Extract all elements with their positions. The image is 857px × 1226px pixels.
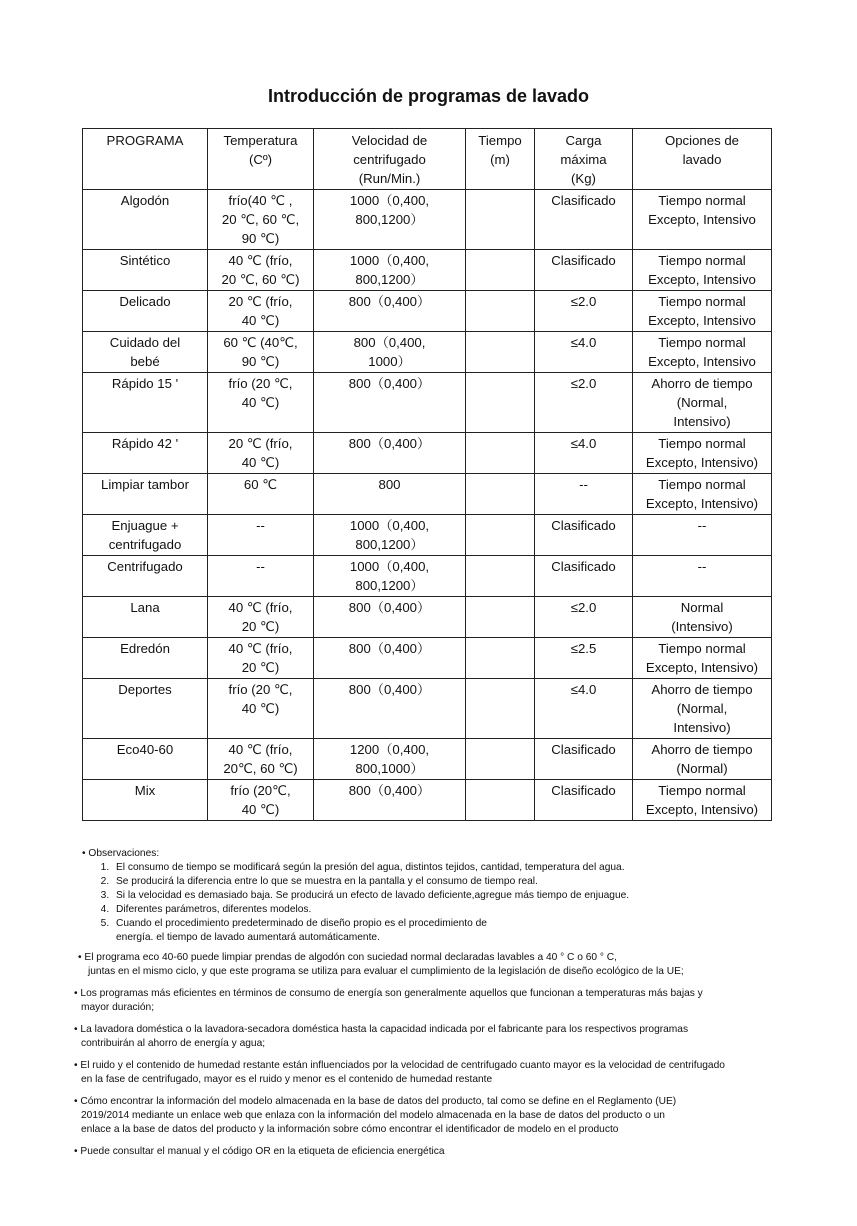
cell-programa: Centrifugado: [83, 556, 208, 597]
capacity-note: [74, 1023, 818, 1051]
cell-tiempo: [466, 250, 535, 291]
notes-section: [78, 847, 818, 1159]
cell-carga: ≤4.0: [535, 433, 633, 474]
cell-temperatura: 40 ℃ (frío, 20 ℃): [208, 638, 314, 679]
cell-programa: Rápido 42 ': [83, 433, 208, 474]
cell-programa: Sintético: [83, 250, 208, 291]
table-row: [83, 556, 772, 597]
cell-temperatura: frío (20 ℃, 40 ℃): [208, 373, 314, 433]
cell-opciones: Tiempo normal Excepto, Intensivo): [633, 433, 772, 474]
cell-velocidad: 1000（0,400, 800,1200）: [314, 515, 466, 556]
cell-tiempo: [466, 739, 535, 780]
cell-temperatura: 20 ℃ (frío, 40 ℃): [208, 291, 314, 332]
observacion-item: 2. Se producirá la diferencia entre lo que se muestra en la pantalla y el consumo de tiempo real.: [112, 875, 818, 889]
cell-opciones: --: [633, 515, 772, 556]
cell-carga: ≤2.5: [535, 638, 633, 679]
observaciones-label: • Observaciones:: [82, 847, 818, 861]
cell-programa: Deportes: [83, 679, 208, 739]
table-row: [83, 474, 772, 515]
cell-velocidad: 800: [314, 474, 466, 515]
cell-opciones: Normal (Intensivo): [633, 597, 772, 638]
cell-programa: Cuidado del bebé: [83, 332, 208, 373]
cell-velocidad: 1000（0,400, 800,1200）: [314, 556, 466, 597]
cell-opciones: Tiempo normal Excepto, Intensivo): [633, 780, 772, 821]
table-row: [83, 597, 772, 638]
cell-temperatura: frío(40 ℃ , 20 ℃, 60 ℃, 90 ℃): [208, 190, 314, 250]
observacion-item: 1. El consumo de tiempo se modificará según la presión del agua, distintos tejidos, cantidad, temperatura del agua.: [112, 861, 818, 875]
header-temperatura: Temperatura (Cº): [208, 129, 314, 190]
cell-tiempo: [466, 332, 535, 373]
cell-velocidad: 800（0,400）: [314, 291, 466, 332]
cell-opciones: Ahorro de tiempo (Normal, Intensivo): [633, 373, 772, 433]
cell-opciones: Tiempo normal Excepto, Intensivo: [633, 250, 772, 291]
efficiency-note-line-1: • Los programas más eficientes en términos de consumo de energía son generalmente aquellos que funcionan a temperaturas más bajas y: [74, 987, 818, 1001]
table-row: [83, 433, 772, 474]
cell-carga: Clasificado: [535, 556, 633, 597]
header-programa: PROGRAMA: [83, 129, 208, 190]
cell-velocidad: 800（0,400）: [314, 373, 466, 433]
cell-carga: ≤2.0: [535, 373, 633, 433]
cell-tiempo: [466, 638, 535, 679]
table-row: [83, 679, 772, 739]
cell-opciones: Tiempo normal Excepto, Intensivo): [633, 474, 772, 515]
cell-temperatura: frío (20℃, 40 ℃): [208, 780, 314, 821]
cell-velocidad: 1000（0,400, 800,1200）: [314, 250, 466, 291]
cell-carga: Clasificado: [535, 250, 633, 291]
cell-programa: Limpiar tambor: [83, 474, 208, 515]
cell-temperatura: 40 ℃ (frío, 20 ℃, 60 ℃): [208, 250, 314, 291]
noise-note-line-1: • El ruido y el contenido de humedad restante están influenciados por la velocidad de centrifugado cuanto mayor es la velocidad de centrifugado: [74, 1059, 818, 1073]
capacity-note-line-2: contribuirán al ahorro de energía y agua;: [81, 1038, 266, 1049]
cell-programa: Rápido 15 ': [83, 373, 208, 433]
cell-opciones: Tiempo normal Excepto, Intensivo: [633, 332, 772, 373]
cell-opciones: Ahorro de tiempo (Normal, Intensivo): [633, 679, 772, 739]
cell-temperatura: 20 ℃ (frío, 40 ℃): [208, 433, 314, 474]
table-row: [83, 638, 772, 679]
capacity-note-line-1: • La lavadora doméstica o la lavadora-secadora doméstica hasta la capacidad indicada por el fabricante para los respectivos programas: [74, 1023, 818, 1037]
table-row: [83, 373, 772, 433]
eco-note-line-1: • El programa eco 40-60 puede limpiar prendas de algodón con suciedad normal declaradas lavables a 40 ° C o 60 ° C,: [78, 951, 818, 965]
cell-velocidad: 800（0,400）: [314, 638, 466, 679]
table-row: [83, 291, 772, 332]
noise-note: [74, 1059, 818, 1087]
manual-note: [74, 1145, 818, 1159]
cell-carga: ≤2.0: [535, 597, 633, 638]
cell-tiempo: [466, 679, 535, 739]
cell-programa: Eco40-60: [83, 739, 208, 780]
eco-note: [78, 951, 818, 979]
programs-table: [82, 128, 772, 821]
cell-temperatura: 60 ℃: [208, 474, 314, 515]
cell-temperatura: 40 ℃ (frío, 20℃, 60 ℃): [208, 739, 314, 780]
model-info-note-line-2: 2019/2014 mediante un enlace web que enlaza con la información del modelo almacenada en la base de datos del producto o un: [81, 1110, 665, 1121]
cell-opciones: Tiempo normal Excepto, Intensivo): [633, 638, 772, 679]
page-title: Introducción de programas de lavado: [267, 86, 590, 106]
cell-carga: ≤2.0: [535, 291, 633, 332]
observacion-item: 5. Cuando el procedimiento predeterminado de diseño propio es el procedimiento de energía. el tiempo de lavado aumentará automáticamente.: [112, 917, 818, 945]
cell-programa: Edredón: [83, 638, 208, 679]
efficiency-note: [74, 987, 818, 1015]
cell-opciones: Tiempo normal Excepto, Intensivo: [633, 291, 772, 332]
cell-velocidad: 800（0,400）: [314, 679, 466, 739]
observacion-item: 4. Diferentes parámetros, diferentes modelos.: [112, 903, 818, 917]
header-velocidad: Velocidad de centrifugado (Run/Min.): [314, 129, 466, 190]
manual-note-line: • Puede consultar el manual y el código OR en la etiqueta de eficiencia energética: [74, 1145, 818, 1159]
cell-carga: --: [535, 474, 633, 515]
cell-velocidad: 800（0,400, 1000）: [314, 332, 466, 373]
header-carga: Carga máxima (Kg): [535, 129, 633, 190]
cell-temperatura: --: [208, 556, 314, 597]
cell-tiempo: [466, 474, 535, 515]
cell-velocidad: 1200（0,400, 800,1000）: [314, 739, 466, 780]
cell-tiempo: [466, 780, 535, 821]
table-header-row: [83, 129, 772, 190]
cell-tiempo: [466, 556, 535, 597]
cell-tiempo: [466, 373, 535, 433]
table-row: [83, 190, 772, 250]
cell-temperatura: 40 ℃ (frío, 20 ℃): [208, 597, 314, 638]
eco-note-line-2: juntas en el mismo ciclo, y que este programa se utiliza para evaluar el cumplimiento de la legislación de diseño ecológico de la UE;: [88, 966, 684, 977]
cell-programa: Delicado: [83, 291, 208, 332]
cell-carga: Clasificado: [535, 515, 633, 556]
cell-programa: Enjuague + centrifugado: [83, 515, 208, 556]
cell-opciones: Tiempo normal Excepto, Intensivo: [633, 190, 772, 250]
model-info-note: [74, 1095, 818, 1137]
table-row: [83, 780, 772, 821]
cell-carga: Clasificado: [535, 780, 633, 821]
observaciones-list: [78, 861, 818, 945]
cell-carga: ≤4.0: [535, 679, 633, 739]
table-row: [83, 250, 772, 291]
cell-tiempo: [466, 515, 535, 556]
table-row: [83, 332, 772, 373]
cell-opciones: Ahorro de tiempo (Normal): [633, 739, 772, 780]
table-row: [83, 739, 772, 780]
cell-tiempo: [466, 433, 535, 474]
cell-carga: Clasificado: [535, 739, 633, 780]
cell-opciones: --: [633, 556, 772, 597]
cell-carga: ≤4.0: [535, 332, 633, 373]
efficiency-note-line-2: mayor duración;: [81, 1002, 155, 1013]
cell-programa: Lana: [83, 597, 208, 638]
cell-programa: Mix: [83, 780, 208, 821]
cell-velocidad: 800（0,400）: [314, 433, 466, 474]
cell-velocidad: 800（0,400）: [314, 597, 466, 638]
observacion-item: 3. Si la velocidad es demasiado baja. Se producirá un efecto de lavado deficiente,agregue más tiempo de enjuague.: [112, 889, 818, 903]
cell-tiempo: [466, 597, 535, 638]
cell-temperatura: 60 ℃ (40℃, 90 ℃): [208, 332, 314, 373]
noise-note-line-2: en la fase de centrifugado, mayor es el ruido y menor es el contenido de humedad restante: [81, 1074, 493, 1085]
cell-programa: Algodón: [83, 190, 208, 250]
table-row: [83, 515, 772, 556]
cell-velocidad: 1000（0,400, 800,1200）: [314, 190, 466, 250]
cell-velocidad: 800（0,400）: [314, 780, 466, 821]
cell-temperatura: frío (20 ℃, 40 ℃): [208, 679, 314, 739]
cell-temperatura: --: [208, 515, 314, 556]
cell-tiempo: [466, 291, 535, 332]
model-info-note-line-1: • Cómo encontrar la información del modelo almacenada en la base de datos del producto, tal como se define en el Reglamento (UE): [74, 1095, 818, 1109]
header-opciones: Opciones de lavado: [633, 129, 772, 190]
header-tiempo: Tiempo (m): [466, 129, 535, 190]
cell-carga: Clasificado: [535, 190, 633, 250]
model-info-note-line-3: enlace a la base de datos del producto y la información sobre cómo encontrar el identificador de modelo en el producto: [81, 1124, 619, 1135]
cell-tiempo: [466, 190, 535, 250]
